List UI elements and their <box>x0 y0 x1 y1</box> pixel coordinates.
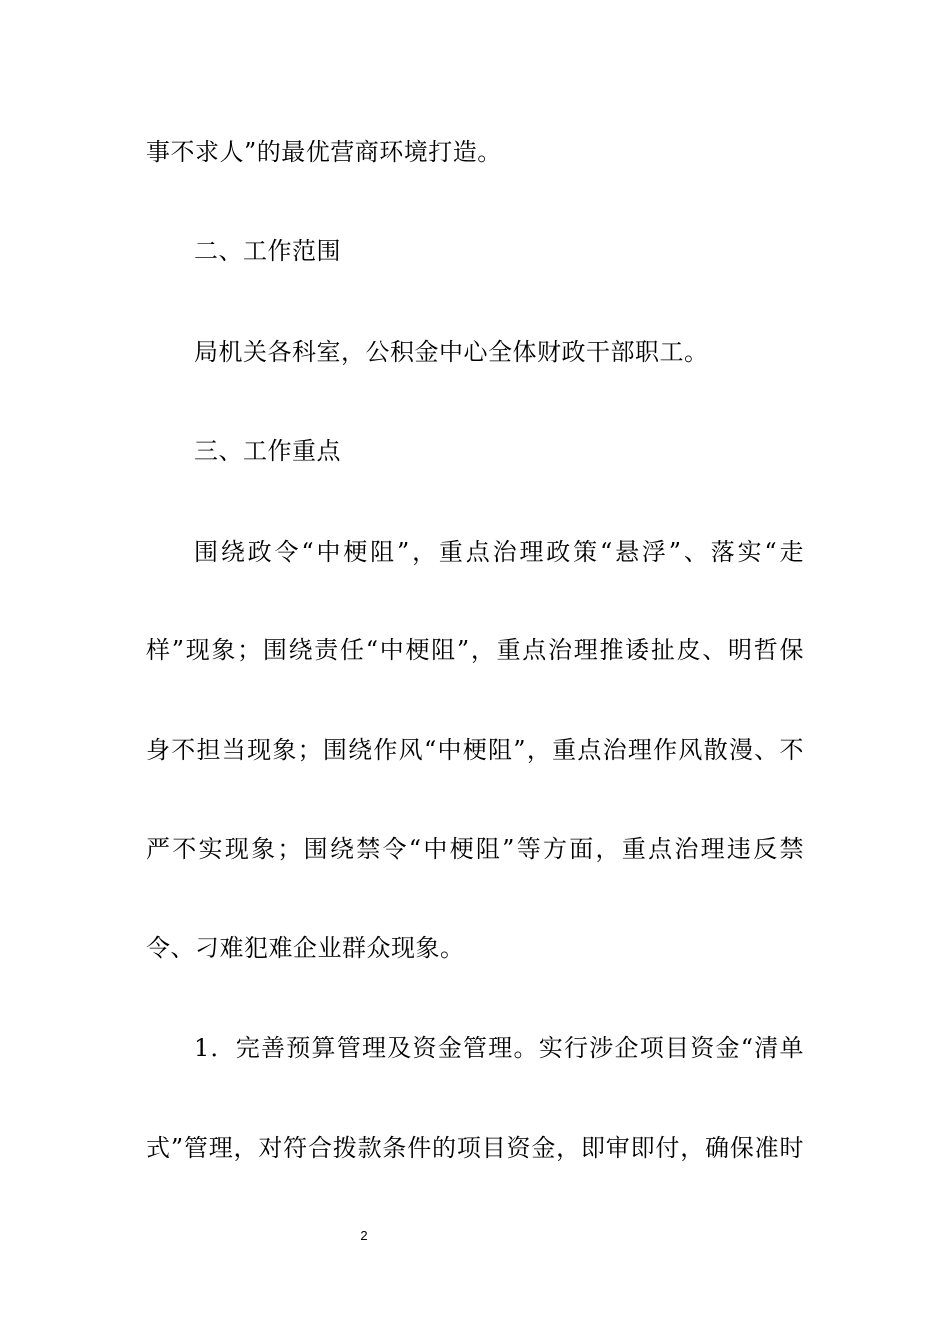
focus-paragraph-line-4: 严不实现象；围绕禁令“中梗阻”等方面，重点治理违反禁 <box>146 835 804 863</box>
section-heading-scope: 二、工作范围 <box>194 237 341 265</box>
focus-paragraph-line-5: 令、刁难犯难企业群众现象。 <box>146 934 465 962</box>
focus-paragraph-line-3: 身不担当现象；围绕作风“中梗阻”，重点治理作风散漫、不 <box>146 736 804 764</box>
item-1-line-2: 式”管理，对符合拨款条件的项目资金，即审即付，确保准时 <box>146 1134 804 1162</box>
section-heading-focus: 三、工作重点 <box>194 437 341 465</box>
scope-text: 局机关各科室，公积金中心全体财政干部职工。 <box>194 338 709 366</box>
page-number: 2 <box>360 1228 368 1243</box>
focus-paragraph-line-1: 围绕政令“中梗阻”，重点治理政策“悬浮”、落实“走 <box>194 538 804 566</box>
paragraph-line-1: 事不求人”的最优营商环境打造。 <box>146 138 502 166</box>
item-1-line-1: 1．完善预算管理及资金管理。实行涉企项目资金“清单 <box>194 1034 804 1062</box>
focus-paragraph-line-2: 样”现象；围绕责任“中梗阻”，重点治理推诿扯皮、明哲保 <box>146 636 804 664</box>
